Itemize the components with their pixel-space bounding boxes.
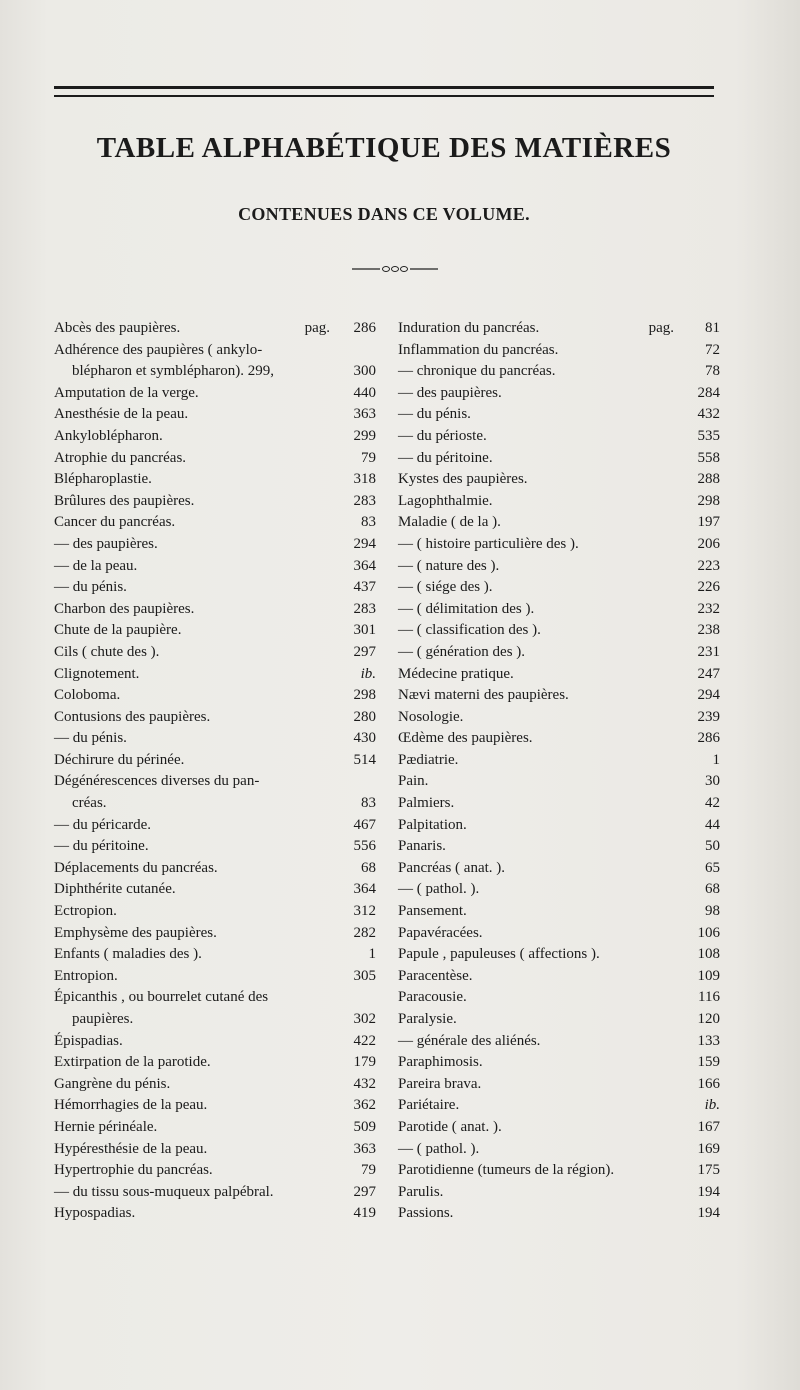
index-entry — [54, 577, 376, 599]
entry-page-number: 197 — [697, 514, 720, 531]
index-entry — [398, 1182, 720, 1204]
entry-text: paupières. — [72, 1011, 134, 1027]
entry-text: Adhérence des paupières ( ankylo- — [54, 341, 263, 358]
entry-text: — générale des aliénés. — [398, 1032, 541, 1049]
entry-text: Panaris. — [398, 838, 446, 855]
index-entry — [54, 728, 376, 750]
entry-page-number: 363 — [353, 406, 376, 423]
entry-page-number: 419 — [353, 1205, 376, 1222]
entry-page-number: 169 — [697, 1140, 720, 1157]
entry-text: Paracentèse. — [398, 967, 473, 984]
entry-page-number: 440 — [353, 384, 376, 401]
entry-text: — du péricarde. — [54, 816, 152, 833]
entry-page-number: 72 — [705, 341, 720, 358]
entry-page-number: 79 — [361, 449, 376, 466]
index-entry — [54, 836, 376, 858]
entry-page-number: 283 — [353, 492, 376, 509]
index-entry — [54, 469, 376, 491]
index-entry — [398, 923, 720, 945]
index-entry — [54, 707, 376, 729]
entry-text: — de la peau. — [54, 557, 138, 574]
entry-page-number: 298 — [353, 687, 376, 704]
index-entry — [398, 793, 720, 815]
index-entry — [54, 340, 376, 362]
entry-page-number: 1 — [712, 751, 720, 768]
entry-page-number: 238 — [697, 622, 720, 639]
index-entry — [398, 577, 720, 599]
entry-page-number: 106 — [697, 924, 720, 941]
entry-text: Pareira brava. — [398, 1075, 482, 1092]
entry-text: Nosologie. — [398, 708, 464, 725]
entry-text: Atrophie du pancréas. — [54, 449, 187, 466]
entry-text: Épispadias. — [54, 1032, 123, 1049]
index-entry — [54, 1139, 376, 1161]
index-entry — [54, 923, 376, 945]
entry-text: — du tissu sous-muqueux palpébral. — [54, 1183, 274, 1200]
index-entry — [398, 318, 720, 340]
entry-text: Hernie périnéale. — [54, 1118, 158, 1135]
entry-page-number: 166 — [697, 1075, 720, 1092]
entry-text: — des paupières. — [54, 535, 158, 552]
index-column-left — [54, 318, 376, 1225]
index-entry — [54, 879, 376, 901]
index-entry — [54, 685, 376, 707]
entry-text: Charbon des paupières. — [54, 600, 195, 617]
entry-page-number: 44 — [705, 816, 720, 833]
entry-page-number: 223 — [697, 557, 720, 574]
entry-page-number: 167 — [697, 1118, 720, 1135]
entry-text: Enfants ( maladies des ). — [54, 946, 202, 963]
entry-text: — ( pathol. ). — [398, 881, 480, 898]
index-entry — [398, 815, 720, 837]
index-entry — [54, 966, 376, 988]
entry-text: — du pénis. — [398, 406, 471, 423]
entry-page-number: 294 — [353, 535, 376, 552]
entry-page-number: 437 — [353, 579, 376, 596]
entry-text: Cancer du pancréas. — [54, 514, 176, 531]
entry-text: Pansement. — [398, 903, 467, 920]
index-entry — [54, 642, 376, 664]
index-entry — [54, 1052, 376, 1074]
entry-text: Hypertrophie du pancréas. — [54, 1162, 213, 1179]
index-entry — [54, 491, 376, 513]
entry-text: Palpitation. — [398, 816, 467, 833]
index-entry — [54, 1074, 376, 1096]
index-entry — [54, 512, 376, 534]
entry-text: — du périoste. — [398, 427, 487, 444]
index-entry — [398, 771, 720, 793]
entry-page-number: 108 — [697, 946, 720, 963]
index-entry — [54, 750, 376, 772]
index-entry — [398, 664, 720, 686]
entry-text: Hypéresthésie de la peau. — [54, 1140, 208, 1157]
index-entry — [54, 599, 376, 621]
entry-text: Clignotement. — [54, 665, 140, 682]
page-prefix: pag. — [304, 320, 330, 336]
index-entry — [54, 1009, 376, 1031]
index-entry — [54, 383, 376, 405]
entry-text: Pain. — [398, 773, 429, 790]
entry-page-number: 300 — [353, 363, 376, 380]
entry-text: blépharon et symblépharon). 299, — [72, 363, 275, 380]
entry-text: Emphysème des paupières. — [54, 924, 217, 941]
index-entry — [398, 556, 720, 578]
entry-text: Déplacements du pancréas. — [54, 859, 218, 876]
entry-text: Parotidienne (tumeurs de la région). — [398, 1162, 615, 1179]
index-entry — [398, 901, 720, 923]
entry-page-number: 286 — [697, 730, 720, 747]
index-entry — [398, 448, 720, 470]
index-entry — [54, 556, 376, 578]
entry-page-number: 239 — [697, 708, 720, 725]
entry-text: Nævi materni des paupières. — [398, 687, 569, 704]
entry-text: Paracousie. — [398, 989, 467, 1006]
entry-text: Lagophthalmie. — [398, 492, 493, 509]
entry-text: — ( histoire particulière des ). — [398, 535, 579, 552]
index-entry — [398, 1117, 720, 1139]
entry-page-number: 432 — [353, 1075, 376, 1092]
entry-page-number: 120 — [697, 1011, 720, 1027]
index-entry — [398, 404, 720, 426]
entry-page-number: 232 — [697, 600, 720, 617]
entry-page-number: 78 — [705, 363, 720, 380]
entry-text: Œdème des paupières. — [398, 730, 533, 747]
entry-page-number: 133 — [697, 1032, 720, 1049]
entry-page-number: 42 — [705, 795, 720, 812]
entry-page-number: 283 — [353, 600, 376, 617]
entry-text: Anesthésie de la peau. — [54, 406, 189, 423]
entry-page-number: 79 — [361, 1162, 376, 1179]
entry-text: Dégénérescences diverses du pan- — [54, 773, 260, 790]
entry-page-number: 294 — [697, 687, 720, 704]
header-rule-thick — [54, 86, 714, 89]
entry-page-number: 30 — [705, 773, 720, 790]
entry-text: — ( classification des ). — [398, 622, 541, 639]
entry-text: Ectropion. — [54, 903, 117, 920]
index-entry — [398, 469, 720, 491]
index-entry — [398, 966, 720, 988]
index-entry — [398, 1203, 720, 1225]
entry-text: Entropion. — [54, 967, 118, 984]
entry-page-number: 422 — [353, 1032, 376, 1049]
index-entry — [54, 1203, 376, 1225]
entry-page-number: 81 — [705, 320, 720, 336]
page-title: TABLE ALPHABÉTIQUE DES MATIÈRES — [96, 132, 672, 164]
index-entry — [398, 750, 720, 772]
index-entry — [398, 599, 720, 621]
entry-text: Contusions des paupières. — [54, 708, 211, 725]
index-entry — [54, 815, 376, 837]
index-entry — [398, 534, 720, 556]
entry-page-number: 83 — [361, 795, 376, 812]
index-entry — [398, 1031, 720, 1053]
entry-page-number: 364 — [353, 881, 376, 898]
entry-page-number: 305 — [353, 967, 376, 984]
index-entry — [398, 383, 720, 405]
entry-text: Ankyloblépharon. — [54, 427, 163, 444]
index-entry — [398, 836, 720, 858]
index-entry — [398, 642, 720, 664]
entry-page-number: 50 — [705, 838, 720, 855]
index-entry — [54, 793, 376, 815]
entry-page-number: 280 — [353, 708, 376, 725]
entry-text: Chute de la paupière. — [54, 622, 182, 639]
entry-text: Maladie ( de la ). — [398, 514, 501, 531]
entry-text: Déchirure du périnée. — [54, 751, 185, 768]
entry-page-number: 318 — [353, 471, 376, 488]
entry-text: Diphthérite cutanée. — [54, 881, 176, 898]
entry-text: Coloboma. — [54, 687, 121, 704]
entry-page-number: 362 — [353, 1097, 376, 1114]
entry-page-number: 68 — [705, 881, 720, 898]
entry-text: Hypospadias. — [54, 1205, 136, 1222]
entry-page-number: 68 — [361, 859, 376, 876]
entry-page-number: 1 — [368, 946, 376, 963]
index-entry — [54, 620, 376, 642]
entry-page-number: 159 — [697, 1054, 720, 1071]
entry-page-number: 282 — [353, 924, 376, 941]
entry-text: Papavéracées. — [398, 924, 483, 941]
entry-page-number: 288 — [697, 471, 720, 488]
entry-text: Kystes des paupières. — [398, 471, 528, 488]
index-entry — [54, 448, 376, 470]
entry-page-number: 247 — [697, 665, 720, 682]
entry-page-number: 194 — [697, 1205, 720, 1222]
entry-page-number: ib. — [704, 1097, 720, 1114]
entry-text: Pædiatrie. — [398, 751, 459, 768]
entry-page-number: 514 — [353, 751, 376, 768]
index-entry — [398, 1052, 720, 1074]
entry-page-number: 83 — [361, 514, 376, 531]
index-entry — [54, 771, 376, 793]
entry-text: Paralysie. — [398, 1011, 457, 1027]
entry-text: Passions. — [398, 1205, 454, 1222]
ornament-divider-icon — [350, 264, 440, 274]
index-entry — [54, 1031, 376, 1053]
page-prefix: pag. — [648, 320, 674, 336]
entry-page-number: ib. — [360, 665, 376, 682]
index-entry — [54, 1095, 376, 1117]
index-entry — [398, 1009, 720, 1031]
entry-page-number: 556 — [353, 838, 376, 855]
index-entry — [54, 318, 376, 340]
entry-text: Induration du pancréas. — [398, 320, 540, 336]
entry-text: Blépharoplastie. — [54, 471, 152, 488]
entry-page-number: 231 — [697, 643, 720, 660]
index-entry — [398, 340, 720, 362]
page-subtitle: CONTENUES DANS CE VOLUME. — [238, 204, 530, 224]
entry-text: — des paupières. — [398, 384, 502, 401]
index-entry — [398, 987, 720, 1009]
entry-page-number: 364 — [353, 557, 376, 574]
index-entry — [398, 1139, 720, 1161]
entry-page-number: 509 — [353, 1118, 376, 1135]
entry-text: Parotide ( anat. ). — [398, 1118, 502, 1135]
entry-text: Paraphimosis. — [398, 1054, 483, 1071]
index-entry — [54, 1160, 376, 1182]
entry-text: Hémorrhagies de la peau. — [54, 1097, 208, 1114]
index-entry — [398, 1074, 720, 1096]
index-entry — [54, 361, 376, 383]
index-entry — [54, 1117, 376, 1139]
entry-text: — ( pathol. ). — [398, 1140, 480, 1157]
index-entry — [54, 858, 376, 880]
entry-text: Abcès des paupières. — [54, 320, 181, 336]
entry-page-number: 299 — [353, 427, 376, 444]
index-entry — [398, 620, 720, 642]
entry-page-number: 194 — [697, 1183, 720, 1200]
entry-page-number: 301 — [353, 622, 376, 639]
index-entry — [398, 491, 720, 513]
entry-text: Pariétaire. — [398, 1097, 460, 1114]
entry-page-number: 430 — [353, 730, 376, 747]
index-entry — [54, 426, 376, 448]
index-entry — [398, 685, 720, 707]
entry-text: Inflammation du pancréas. — [398, 341, 559, 358]
entry-page-number: 432 — [697, 406, 720, 423]
entry-text: — du pénis. — [54, 730, 127, 747]
entry-page-number: 302 — [353, 1011, 376, 1027]
entry-page-number: 297 — [353, 1183, 376, 1200]
entry-page-number: 175 — [697, 1162, 720, 1179]
entry-page-number: 109 — [697, 967, 720, 984]
index-entry — [54, 1182, 376, 1204]
index-entry — [54, 664, 376, 686]
index-entry — [398, 361, 720, 383]
index-entry — [54, 944, 376, 966]
index-entry — [398, 707, 720, 729]
entry-page-number: 226 — [697, 579, 720, 596]
entry-text: Brûlures des paupières. — [54, 492, 195, 509]
entry-text: — chronique du pancréas. — [398, 363, 556, 380]
index-entry — [54, 901, 376, 923]
entry-page-number: 206 — [697, 535, 720, 552]
entry-text: Amputation de la verge. — [54, 384, 199, 401]
entry-text: Palmiers. — [398, 795, 455, 812]
entry-page-number: 65 — [705, 859, 720, 876]
entry-text: — du péritoine. — [398, 449, 493, 466]
index-entry — [398, 1160, 720, 1182]
entry-text: — ( délimitation des ). — [398, 600, 535, 617]
entry-text: Extirpation de la parotide. — [54, 1054, 211, 1071]
entry-text: — ( siége des ). — [398, 579, 493, 596]
entry-text: créas. — [72, 795, 107, 812]
entry-text: — ( génération des ). — [398, 643, 526, 660]
entry-text: Épicanthis , ou bourrelet cutané des — [54, 989, 269, 1006]
index-entry — [398, 1095, 720, 1117]
entry-page-number: 558 — [697, 449, 720, 466]
index-entry — [398, 879, 720, 901]
header-rule-thin — [54, 95, 714, 97]
index-entry — [398, 858, 720, 880]
entry-page-number: 98 — [705, 903, 720, 920]
index-entry — [54, 987, 376, 1009]
entry-page-number: 535 — [697, 427, 720, 444]
entry-text: — ( nature des ). — [398, 557, 500, 574]
index-entry — [54, 534, 376, 556]
entry-text: — du pénis. — [54, 579, 127, 596]
entry-page-number: 297 — [353, 643, 376, 660]
entry-text: Papule , papuleuses ( affections ). — [398, 946, 600, 963]
index-column-right — [398, 318, 720, 1225]
index-entry — [398, 944, 720, 966]
index-entry — [398, 512, 720, 534]
index-entry — [398, 728, 720, 750]
entry-text: Gangrène du pénis. — [54, 1075, 171, 1092]
entry-page-number: 363 — [353, 1140, 376, 1157]
entry-text: — du péritoine. — [54, 838, 149, 855]
entry-page-number: 467 — [353, 816, 376, 833]
entry-page-number: 312 — [353, 903, 376, 920]
entry-page-number: 298 — [697, 492, 720, 509]
entry-text: Médecine pratique. — [398, 665, 514, 682]
entry-page-number: 284 — [697, 384, 720, 401]
entry-text: Parulis. — [398, 1183, 444, 1200]
entry-page-number: 116 — [698, 989, 720, 1006]
entry-page-number: 286 — [353, 320, 376, 336]
index-entry — [54, 404, 376, 426]
entry-text: Pancréas ( anat. ). — [398, 859, 506, 876]
entry-page-number: 179 — [353, 1054, 376, 1071]
index-entry — [398, 426, 720, 448]
entry-text: Cils ( chute des ). — [54, 643, 160, 660]
